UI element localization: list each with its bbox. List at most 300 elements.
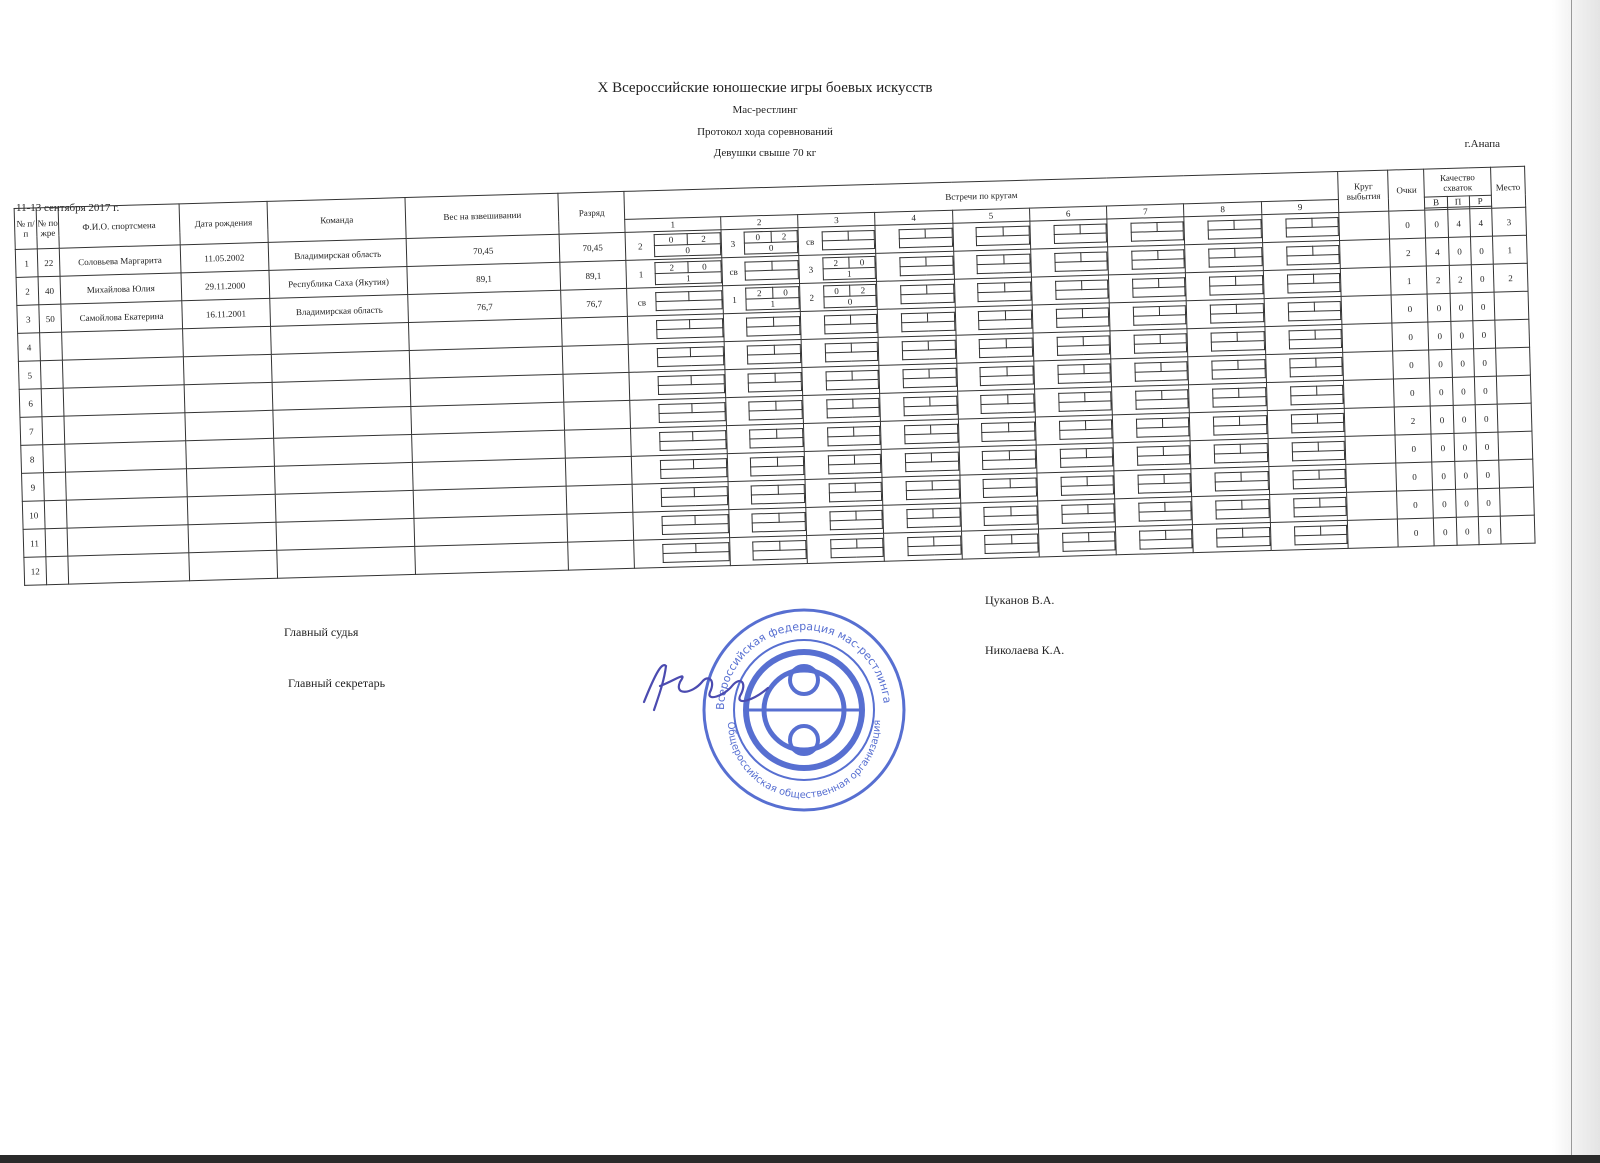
bout-points [1293,478,1346,488]
cell-rank [564,400,631,430]
bout-cell [1112,413,1190,443]
bout-grid [959,422,1036,443]
bout-cell [883,503,961,533]
cell-quality-r: 0 [1477,488,1500,517]
bout-cell [728,507,806,537]
bout-score-a: 2 [823,257,850,269]
bout-opponent [1185,221,1209,240]
bout-cell [1187,299,1265,329]
bout-grid [724,344,801,365]
quality-sub-r: Р [1469,195,1491,207]
cell-name [66,497,187,528]
bout-opponent [1112,363,1136,382]
bout-opponent: 2 [637,240,643,252]
bout-points [900,265,953,275]
bout-points [824,323,877,333]
cell-out [1343,351,1394,380]
bout-score-a: 2 [655,262,688,274]
bout-grid [961,506,1038,527]
bout-grid [634,514,729,536]
bout-score-a: 0 [655,234,688,246]
bout-points [1062,513,1115,523]
round-number: 6 [1029,206,1107,221]
bout-cell [956,361,1034,391]
bout-opponent [958,396,982,415]
bout-opponent [805,456,829,475]
bout-points [1288,310,1341,320]
cell-out [1340,239,1391,268]
bout-grid [1031,251,1108,272]
bout-points [984,487,1037,497]
round-number: 7 [1107,204,1185,219]
bout-points [662,496,727,507]
bout-opponent [1115,503,1139,522]
cell-place [1500,515,1535,544]
bout-cell [1113,441,1191,471]
cell-out [1347,491,1398,520]
bout-cell [961,529,1039,559]
quality-sub-w: В [1425,196,1447,208]
cell-name [67,525,188,556]
bout-grid [632,458,727,480]
cell-place [1495,319,1530,348]
bout-opponent [1187,305,1211,324]
col-header-rank: Разряд [558,191,625,234]
bout-cell [878,307,956,337]
bout-grid [1039,531,1116,552]
cell-out [1340,267,1391,296]
bout-cell [878,335,956,365]
bout-points [908,545,961,555]
bout-cell [628,314,724,345]
cell-name [68,553,189,584]
bout-opponent [1114,447,1138,466]
cell-points: 0 [1394,378,1431,407]
bout-grid [881,424,958,445]
bout-cell [1191,439,1269,469]
cell-rank [568,540,635,570]
bout-grid [629,346,724,368]
cell-quality-w: 0 [1428,293,1451,322]
cell-quality-r: 0 [1472,320,1495,349]
cell-rank [562,344,629,374]
bout-opponent [1186,249,1210,268]
bout-opponent [726,402,750,421]
bout-points [826,379,879,389]
cell-team: Республика Саха (Якутия) [269,267,408,299]
bout-points [663,524,728,535]
bout-points [751,466,804,476]
cell-quality-r: 0 [1476,432,1499,461]
bout-grid [1111,333,1188,354]
col-header-num: № п/п [14,208,37,250]
cell-place [1497,403,1532,432]
cell-place: 2 [1493,263,1528,292]
bout-opponent [1037,477,1061,496]
cell-quality-w: 0 [1425,209,1448,238]
bout-grid [954,254,1031,275]
bout-opponent [807,540,831,559]
cell-name [63,385,184,416]
bout-grid [1190,415,1267,436]
bout-grid [956,338,1033,359]
bout-cell [1262,240,1340,270]
bout-points [831,547,884,557]
cell-weight [411,402,564,434]
bout-points [660,412,725,423]
bout-grid [1270,497,1347,518]
bout-opponent [1110,307,1134,326]
bout-points: 1 [823,267,876,279]
bout-points [749,382,802,392]
bout-points: 0 [655,244,720,257]
bout-cell [1114,469,1192,499]
bout-points [902,321,955,331]
col-header-rounds: Встречи по кругам [624,171,1338,219]
bout-grid [883,480,960,501]
bout-grid [878,312,955,333]
col-header-name: Ф.И.О. спортсмена [58,204,180,248]
bout-opponent [1270,499,1294,518]
cell-name [66,469,187,500]
bout-grid [1034,363,1111,384]
bout-grid [955,282,1032,303]
cell-quality-w: 0 [1430,377,1453,406]
bout-cell [1264,296,1342,326]
bout-cell [1270,520,1348,550]
bout-opponent [960,480,984,499]
cell-team [275,490,414,522]
bout-grid [1187,303,1264,324]
bout-points [1215,453,1268,463]
bout-opponent [1115,475,1139,494]
bout-grid [804,426,881,447]
bout-cell [1035,415,1113,445]
bout-cell [1187,327,1265,357]
bout-grid [1193,499,1270,520]
stamp-inner-text: Общероссийская общественная организация [724,719,884,802]
bout-opponent [806,484,830,503]
bout-opponent [1112,391,1136,410]
bout-points [1289,338,1342,348]
cell-rank [567,512,634,542]
bout-grid [882,452,959,473]
bout-points [830,519,883,529]
cell-team [274,434,413,466]
bout-cell [1263,268,1341,298]
bout-points [746,270,799,280]
cell-team [273,406,412,438]
cell-quality-r: 0 [1472,292,1495,321]
bout-cell [1038,527,1116,557]
bout-grid [1271,525,1348,546]
cell-rank [566,484,633,514]
bout-opponent [953,228,977,247]
bout-cell [806,505,884,535]
cell-birth: 16.11.2001 [181,298,270,328]
protocol-sheet [12,108,1537,630]
cell-place [1498,459,1533,488]
bout-opponent: 2 [809,292,815,303]
bout-cell [958,417,1036,447]
bout-grid [1112,389,1189,410]
bout-opponent [728,458,752,477]
bout-opponent [1266,359,1290,378]
paper-edge [1552,0,1600,1163]
cell-out [1348,519,1399,548]
cell-out [1341,295,1392,324]
round-number: 2 [720,215,798,230]
bout-opponent [630,377,659,396]
cell-quality-p: 0 [1452,377,1475,406]
bout-cell [634,538,730,569]
bout-cell [804,449,882,479]
bout-opponent [633,488,662,507]
bout-opponent [1189,361,1213,380]
cell-quality-w: 4 [1426,237,1449,266]
bout-cell [722,284,800,314]
cell-place [1499,487,1534,516]
cell-quality-p: 0 [1450,321,1473,350]
bout-points [899,237,952,247]
bout-grid [1108,221,1185,242]
bout-points [1138,483,1191,493]
bout-points [1211,313,1264,323]
bout-points [1137,455,1190,465]
bout-cell [881,419,959,449]
bout-points [1059,429,1112,439]
cell-weight [413,458,566,490]
bout-grid [955,310,1032,331]
chief-judge-label: Главный судья [284,625,359,639]
cell-points: 0 [1392,322,1429,351]
bout-cell [632,482,728,513]
chief-judge-name: Цуканов В.А. [985,593,1055,607]
bout-cell [957,389,1035,419]
bout-points [1135,371,1188,381]
cell-quality-r: 0 [1471,264,1494,293]
bout-grid [806,510,883,531]
bout-opponent [1193,501,1217,520]
cell-weight [415,542,568,574]
bout-grid [801,314,878,335]
bout-opponent [882,454,906,473]
bout-points: 0 [745,242,798,254]
cell-out [1344,407,1395,436]
bout-opponent [724,318,748,337]
cell-n: 7 [20,417,43,446]
bout-opponent [1186,277,1210,296]
bout-grid [960,478,1037,499]
bout-grid [722,260,799,281]
bout-grid [957,366,1034,387]
bout-points: 0 [824,295,877,307]
bout-cell [799,281,877,311]
cell-out [1346,463,1397,492]
bout-opponent [957,368,981,387]
bout-cell [954,277,1032,307]
bout-cell [626,258,722,289]
bout-points [907,517,960,527]
cell-place [1495,347,1530,376]
cell-birth [185,410,274,440]
bout-opponent [725,374,749,393]
bout-opponent [884,538,908,557]
cell-out [1345,435,1396,464]
bout-cell [802,365,880,395]
bout-opponent [802,372,826,391]
bout-cell [1034,387,1112,417]
bout-grid [633,486,728,508]
cell-weight [409,318,562,350]
bout-grid [1186,275,1263,296]
cell-birth [182,326,271,356]
bout-points [980,347,1033,357]
bout-grid [1269,469,1346,490]
bout-cell [953,249,1031,279]
cell-points: 0 [1391,294,1428,323]
bout-grid [1112,361,1189,382]
bout-opponent [1039,533,1063,552]
bout-cell [627,286,723,317]
bout-cell [1109,273,1187,303]
bout-grid [802,370,879,391]
cell-lot [44,500,67,529]
bout-score-b: 0 [849,256,876,268]
col-header-lot: № по жре [36,207,59,249]
bout-opponent [880,370,904,389]
bout-cell [1109,301,1187,331]
bout-opponent [1108,251,1132,270]
cell-n: 6 [19,389,42,418]
cell-points: 2 [1390,238,1427,267]
cell-rank [565,456,632,486]
bout-cell [1031,247,1109,277]
bout-points [1060,457,1113,467]
bout-points [1286,226,1339,236]
bout-grid [877,284,954,305]
bout-cell [1262,212,1340,242]
bout-grid [1109,277,1186,298]
cell-quality-r: 0 [1473,348,1496,377]
bout-points [1062,541,1115,551]
bout-grid [807,538,884,559]
cell-team: Владимирская область [270,294,409,326]
bout-cell [1269,464,1347,494]
bout-cell [1192,495,1270,525]
cell-team [271,350,410,382]
bout-cell [1193,523,1271,553]
bout-opponent [1116,531,1140,550]
bout-score-a: 2 [746,287,773,299]
bout-cell [1030,219,1108,249]
bout-points [750,438,803,448]
bout-cell [1269,492,1347,522]
bout-points [1293,506,1346,516]
bout-cell [1191,467,1269,497]
cell-team [274,462,413,494]
bout-score-b: 2 [850,284,877,296]
cell-name [62,329,183,360]
bout-grid [1035,391,1112,412]
bout-points [980,375,1033,385]
cell-quality-w: 0 [1432,461,1455,490]
bout-cell [1267,408,1345,438]
bout-points [822,239,875,249]
cell-n: 2 [16,277,39,306]
bout-grid [627,260,722,286]
round-number: 1 [625,217,721,233]
bout-cell [1111,357,1189,387]
bout-score-b: 2 [687,233,720,245]
bout-cell [630,398,726,429]
bout-opponent [878,314,902,333]
bout-grid [1265,329,1342,350]
bout-points [663,552,728,563]
bout-cell [1190,411,1268,441]
cell-n: 11 [23,529,46,558]
bout-cell [805,477,883,507]
bout-opponent [1192,473,1216,492]
bout-points [753,549,806,559]
bout-cell [801,337,879,367]
bout-opponent [730,542,754,561]
bout-opponent [1035,393,1059,412]
bout-grid [1188,331,1265,352]
cell-rank [561,316,628,346]
cell-n: 8 [21,445,44,474]
cell-quality-p: 2 [1449,265,1472,294]
bout-grid [1113,417,1190,438]
bout-grid [880,368,957,389]
bout-grid [1192,471,1269,492]
cell-n: 3 [17,305,40,334]
bout-points [825,351,878,361]
bout-opponent [804,428,828,447]
bout-grid [1037,475,1114,496]
bout-cell [807,533,885,563]
bout-points [752,494,805,504]
col-header-weight: Вес на взвешивании [405,193,559,238]
bout-points [1133,287,1186,297]
bout-points [902,349,955,359]
bout-opponent [1265,303,1289,322]
bout-points [1217,537,1270,547]
bout-grid [1036,419,1113,440]
bout-opponent [881,426,905,445]
cell-team [276,518,415,550]
bout-grid [1033,335,1110,356]
bout-points [1055,261,1108,271]
bout-opponent [1109,279,1133,298]
bout-points [1215,481,1268,491]
bout-points [984,515,1037,525]
cell-n: 5 [18,361,41,390]
bout-grid [1037,447,1114,468]
bout-points [828,463,881,473]
bout-cell [803,421,881,451]
cell-team [270,322,409,354]
cell-n: 4 [18,333,41,362]
bout-opponent [1268,443,1292,462]
bout-points [828,435,881,445]
bout-cell [1186,271,1264,301]
bout-cell [725,396,803,426]
bout-cell [959,445,1037,475]
chief-secretary-label: Главный секретарь [288,676,386,690]
bout-grid [1264,273,1341,294]
bout-cell [1036,443,1114,473]
